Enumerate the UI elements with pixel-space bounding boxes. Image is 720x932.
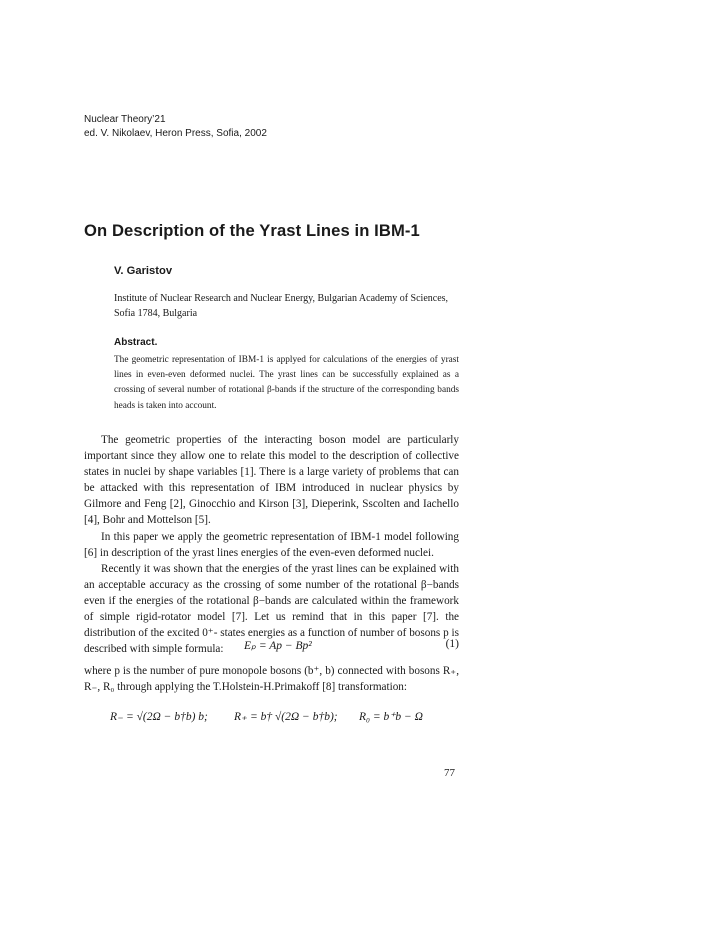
- paragraph-4: where p is the number of pure monopole bosons (b⁺, b) connected with bosons R₊, R₋, R₀ through applying the T.Holstein-H.Primakoff [8] transformation:: [84, 665, 459, 694]
- author-affiliation: Institute of Nuclear Research and Nuclear Energy, Bulgarian Academy of Sciences, Sofia 1784, Bulgaria: [114, 293, 449, 319]
- equation-1-number: (1): [445, 638, 459, 650]
- equation-r-plus: R₊ = b† √(2Ω − b†b);: [234, 711, 338, 723]
- page-number: 77: [444, 767, 455, 779]
- author-name: V. Garistov: [114, 265, 173, 277]
- header-journal: Nuclear Theory’21: [84, 114, 166, 125]
- paper-title: On Description of the Yrast Lines in IBM-1: [84, 221, 420, 240]
- equation-1-expression: Eₚ = Ap − Bp²: [244, 640, 312, 652]
- abstract-heading: Abstract.: [114, 337, 158, 348]
- body-text: [84, 432, 459, 657]
- paragraph-3: Recently it was shown that the energies of the yrast lines can be explained with an acceptable accuracy as the crossing of some number of the rotational β−bands even if the energies of the rotational β−bands are calculated within the framework of simple rigid-rotator model [7]. Let us remind that in this paper [7]. the distribution of the excited 0⁺- states energies as a function of number of bosons p is described with simple formula:: [84, 562, 459, 656]
- running-header: [84, 113, 267, 140]
- header-editor: ed. V. Nikolaev, Heron Press, Sofia, 2002: [84, 127, 267, 139]
- equation-r-minus: R₋ = √(2Ω − b†b) b;: [110, 711, 208, 723]
- paragraph-1: The geometric properties of the interacting boson model are particularly important since they allow one to relate this model to the description of collective states in nuclei by shape variables [1]. There is a large variety of problems that can be attacked with this representation of IBM introduced in nuclear physics by Gilmore and Feng [2], Ginocchio and Kirson [3], Dieperink, Sscolten and Iachello [4], Bohr and Mottelson [5].: [84, 434, 459, 527]
- equation-r-zero: R₀ = b⁺b − Ω: [359, 711, 423, 723]
- paragraph-2: In this paper we apply the geometric representation of IBM-1 model following [6] in description of the yrast lines energies of the even-even deformed nuclei.: [84, 530, 459, 559]
- abstract-text: The geometric representation of IBM-1 is applyed for calculations of the energies of yrast lines in even-even deformed nuclei. The yrast lines can be successfully explained as a crossing of several number of rotational β-bands if the structure of the corresponding bands heads is taken into account.: [114, 355, 459, 411]
- post-equation-text: [84, 663, 459, 695]
